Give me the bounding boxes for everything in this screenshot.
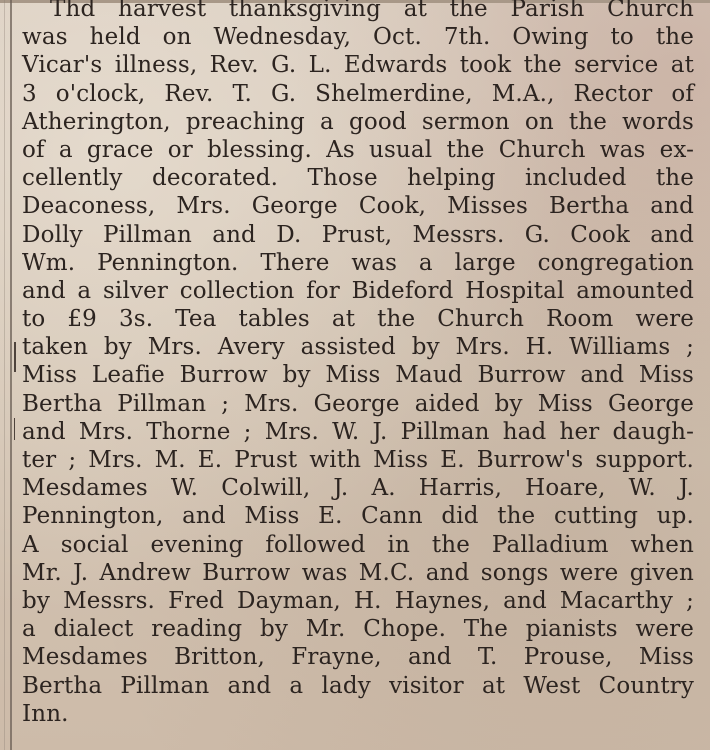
- article-line: by Messrs. Fred Dayman, H. Haynes, and Macarthy ;: [22, 587, 694, 614]
- article-line: a dialect reading by Mr. Chope. The pianists were: [22, 616, 694, 643]
- article-line: Mesdames Britton, Frayne, and T. Prouse, Miss: [22, 644, 694, 671]
- article-line: was held on Wednesday, Oct. 7th. Owing to the: [22, 24, 694, 51]
- article-text: [22, 0, 694, 728]
- article-line: and Mrs. Thorne ; Mrs. W. J. Pillman had her daugh-: [22, 418, 694, 445]
- article-line: ter ; Mrs. M. E. Prust with Miss E. Burrow's support.: [22, 447, 694, 473]
- article-line: to £9 3s. Tea tables at the Church Room were: [22, 306, 694, 333]
- article-line: Atherington, preaching a good sermon on the words: [22, 108, 694, 135]
- article-line: Pennington, and Miss E. Cann did the cutting up.: [22, 503, 694, 530]
- article-line: Vicar's illness, Rev. G. L. Edwards took the service at: [22, 52, 694, 79]
- article-line: Miss Leafie Burrow by Miss Maud Burrow and Miss: [22, 362, 694, 389]
- article-line: cellently decorated. Those helping included the: [22, 165, 694, 192]
- article-line: Deaconess, Mrs. George Cook, Misses Bertha and: [22, 193, 694, 220]
- article-line: and a silver collection for Bideford Hospital amounted: [22, 277, 694, 304]
- article-line: Dolly Pillman and D. Prust, Messrs. G. Cook and: [22, 221, 694, 248]
- column-rule-faint: [4, 0, 5, 750]
- column-rule: [10, 0, 12, 750]
- article-line: Mr. J. Andrew Burrow was M.C. and songs were given: [22, 559, 694, 586]
- article-line: 3 o'clock, Rev. T. G. Shelmerdine, M.A., Rector of: [22, 80, 694, 107]
- article-line: taken by Mrs. Avery assisted by Mrs. H. Williams ;: [22, 334, 694, 361]
- margin-mark: [14, 342, 16, 372]
- margin-mark: [14, 418, 15, 440]
- article-line: Thd harvest thanksgiving at the Parish Church: [50, 0, 694, 22]
- article-line: of a grace or blessing. As usual the Church was ex-: [22, 136, 694, 163]
- article-line: A social evening followed in the Palladium when: [22, 531, 694, 558]
- article-line: Bertha Pillman ; Mrs. George aided by Miss George: [22, 390, 694, 417]
- article-line: Bertha Pillman and a lady visitor at West Country: [22, 672, 694, 699]
- article-line: Wm. Pennington. There was a large congregation: [22, 249, 694, 276]
- article-line: Inn.: [22, 700, 69, 727]
- article-line: Mesdames W. Colwill, J. A. Harris, Hoare, W. J.: [22, 475, 694, 502]
